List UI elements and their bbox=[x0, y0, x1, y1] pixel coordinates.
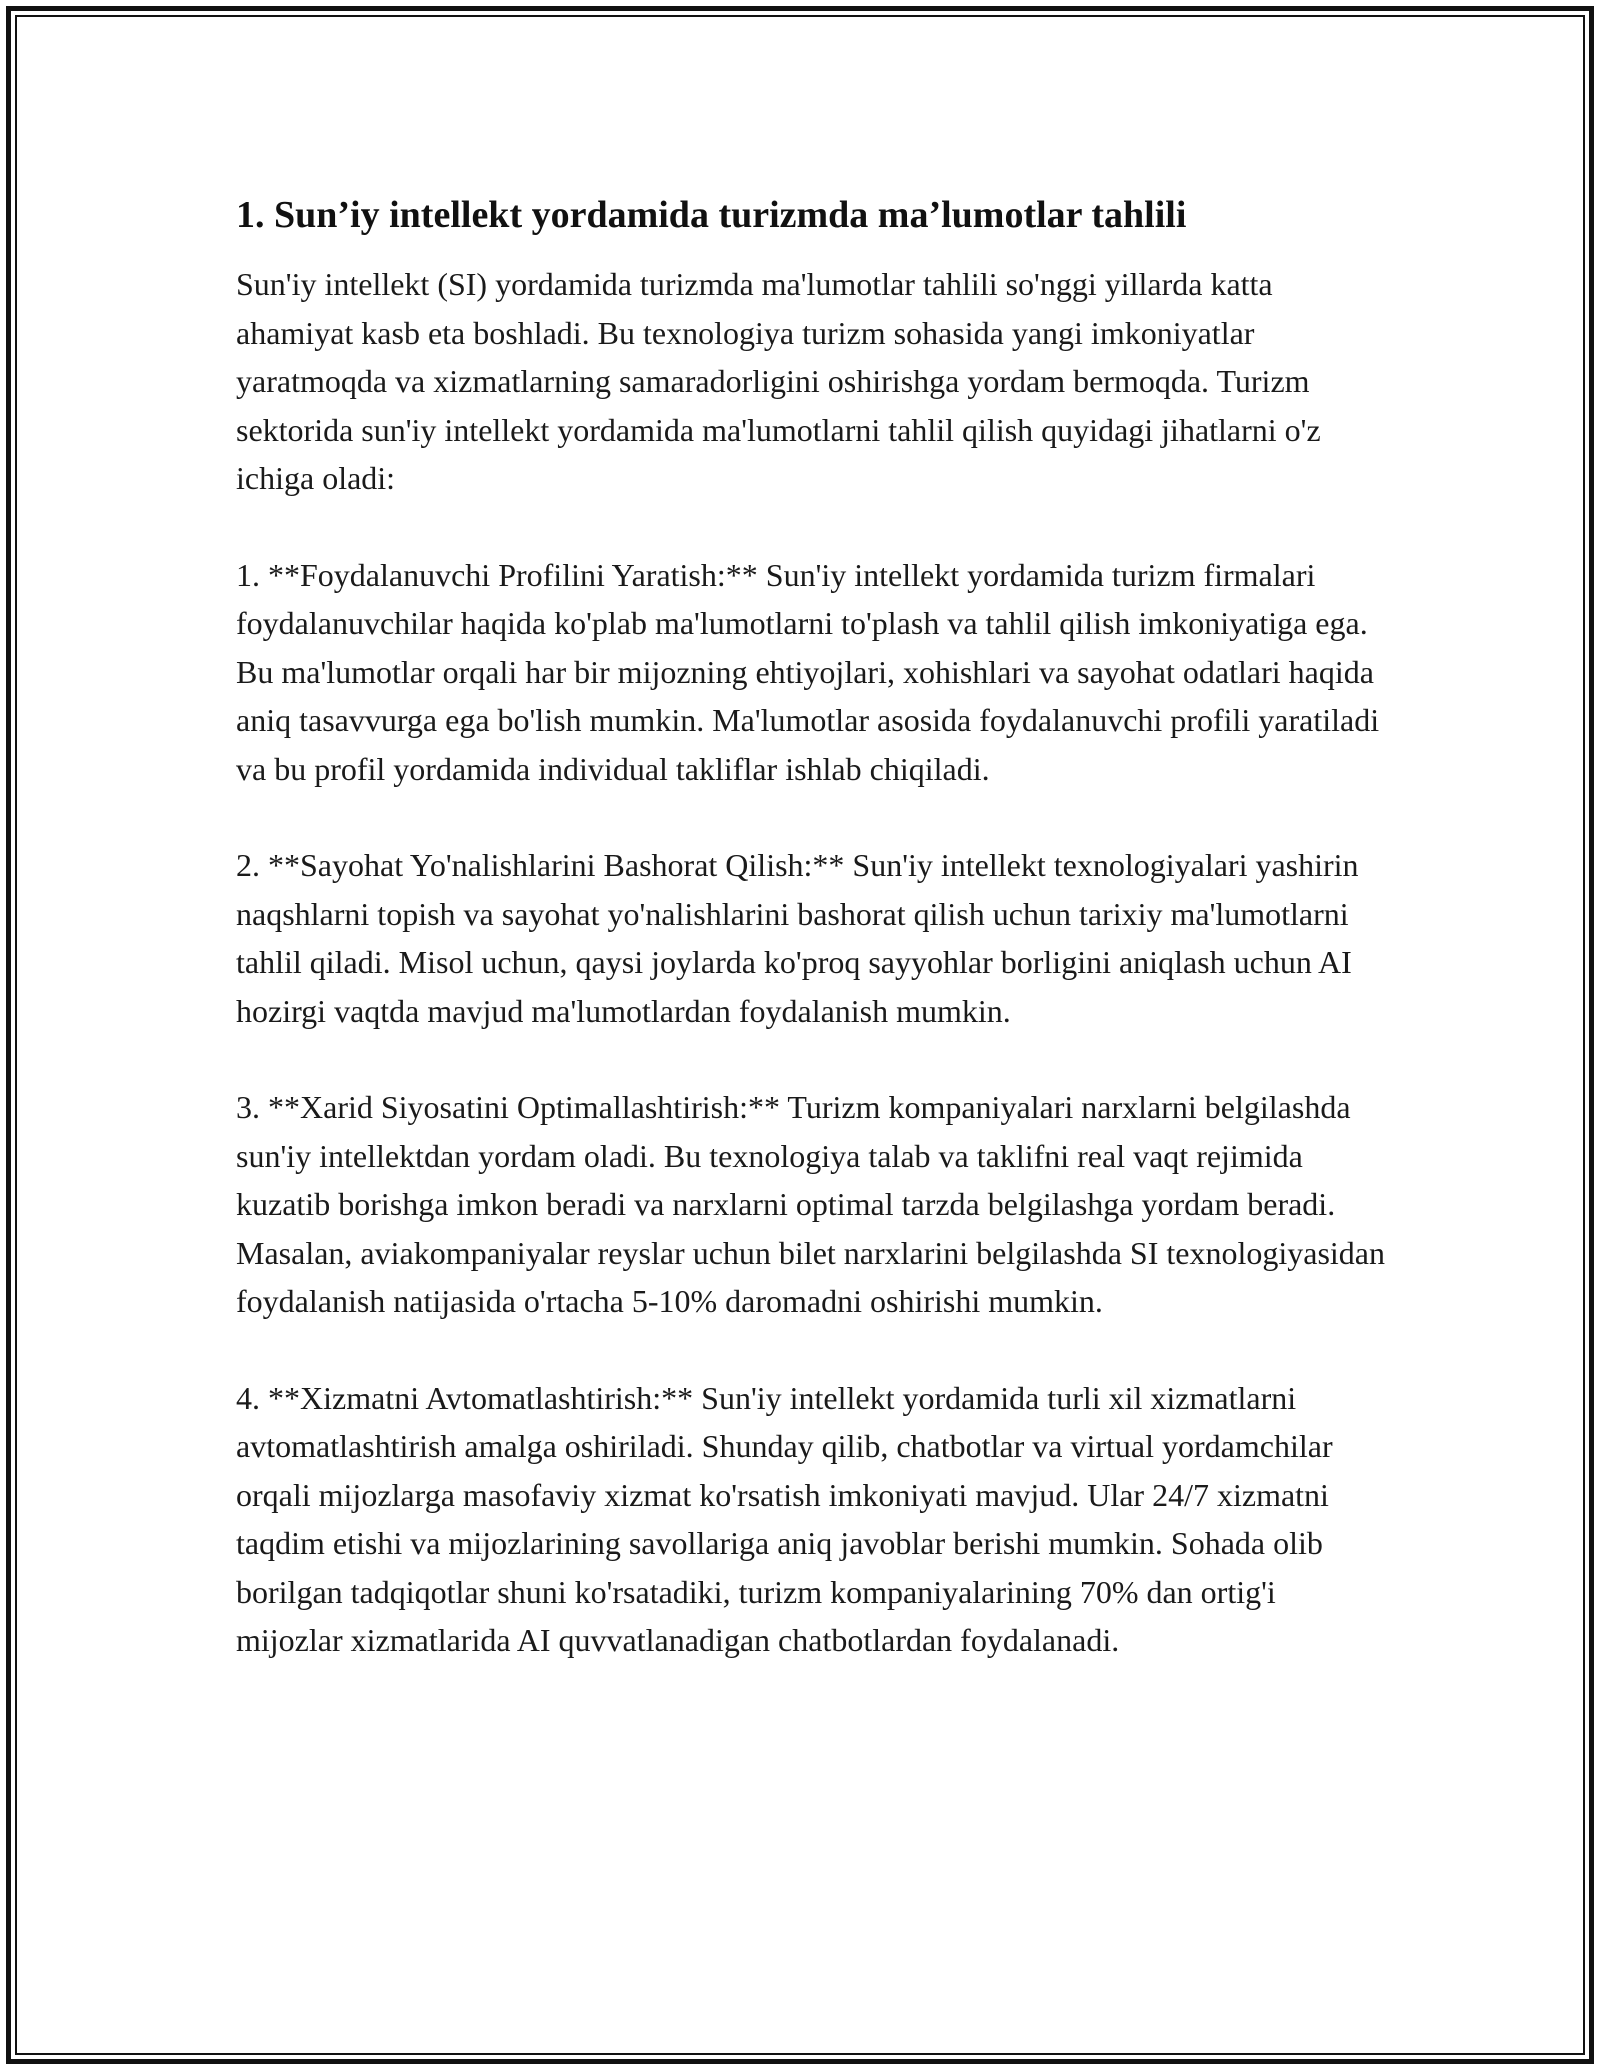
document-body bbox=[236, 188, 1386, 1713]
list-item-travel-forecast: 2. **Sayohat Yo'nalishlarini Bashorat Qilish:** Sun'iy intellekt texnologiyalari yashirin naqshlarni topish va sayohat yo'nalishlarini bashorat qilish uchun tarixiy ma'lumotlarni tahlil qiladi. Misol uchun, qaysi joylarda ko'proq sayyohlar borligini aniqlash uchun AI hozirgi vaqtda mavjud ma'lumotlardan foydalanish mumkin. bbox=[236, 847, 1359, 1029]
section-heading: 1. Sun’iy intellekt yordamida turizmda ma’lumotlar tahlili bbox=[236, 194, 1187, 236]
list-item-service-automation: 4. **Xizmatni Avtomatlashtirish:** Sun'iy intellekt yordamida turli xil xizmatlarni avtomatlashtirish amalga oshiriladi. Shunday qilib, chatbotlar va virtual yordamchilar orqali mijozlarga masofaviy xizmat ko'rsatish imkoniyati mavjud. Ular 24/7 xizmatni taqdim etishi va mijozlarining savollariga aniq javoblar berishi mumkin. Sohada olib borilgan tadqiqotlar shuni ko'rsatadiki, turizm kompaniyalarining 70% dan ortig'i mijozlar xizmatlarida AI quvvatlanadigan chatbotlardan foydalanadi. bbox=[236, 1379, 1333, 1658]
intro-paragraph: Sun'iy intellekt (SI) yordamida turizmda ma'lumotlar tahlili so'nggi yillarda katta ahamiyat kasb eta boshladi. Bu texnologiya turizm sohasida yangi imkoniyatlar yaratmoqda va xizmatlarning samaradorligini oshirishga yordam bermoqda. Turizm sektorida sun'iy intellekt yordamida ma'lumotlarni tahlil qilish quyidagi jihatlarni o'z ichiga oladi: bbox=[236, 266, 1321, 496]
list-item-pricing-optimization: 3. **Xarid Siyosatini Optimallashtirish:** Turizm kompaniyalari narxlarni belgilashda sun'iy intellektdan yordam oladi. Bu texnologiya talab va taklifni real vaqt rejimida kuzatib borishga imkon beradi va narxlarni optimal tarzda belgilashga yordam beradi. Masalan, aviakompaniyalar reyslar uchun bilet narxlarini belgilashda SI texnologiyasidan foydalanish natijasida o'rtacha 5-10% daromadni oshirishi mumkin. bbox=[236, 1089, 1385, 1319]
list-item-user-profile: 1. **Foydalanuvchi Profilini Yaratish:** Sun'iy intellekt yordamida turizm firmalari foydalanuvchilar haqida ko'plab ma'lumotlarni to'plash va tahlil qilish imkoniyatiga ega. Bu ma'lumotlar orqali har bir mijozning ehtiyojlari, xohishlari va sayohat odatlari haqida aniq tasavvurga ega bo'lish mumkin. Ma'lumotlar asosida foydalanuvchi profili yaratiladi va bu profil yordamida individual takliflar ishlab chiqiladi. bbox=[236, 556, 1380, 787]
